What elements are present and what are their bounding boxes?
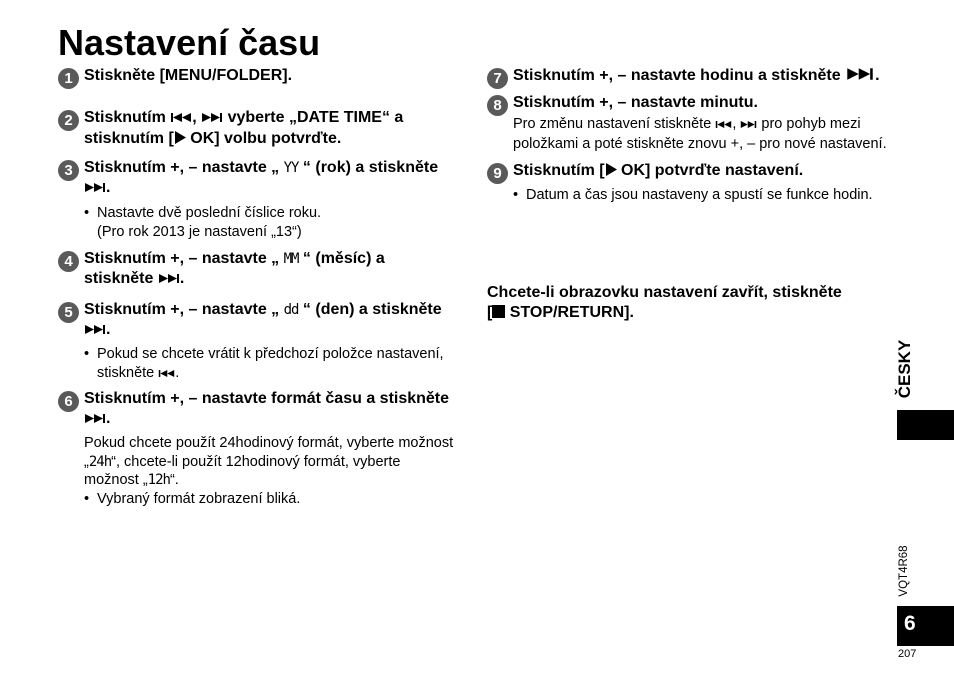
step-note: • Datum a čas jsou nastaveny a spustí se funkce hodin. [513, 186, 887, 205]
step-note: • Nastavte dvě poslední číslice roku. (Pro rok 2013 je nastavení „13“) [84, 204, 458, 241]
skip-forward-icon [84, 410, 106, 430]
skip-forward-icon [158, 270, 180, 290]
step-4 [58, 249, 458, 290]
step-number: 8 [487, 95, 508, 116]
skip-forward-icon [84, 321, 106, 341]
step-number: 7 [487, 68, 508, 89]
step-number: 5 [58, 302, 79, 323]
skip-forward-icon [201, 109, 223, 129]
play-icon [174, 130, 186, 150]
step-heading: Stisknutím +, – nastavte „ dd “ (den) a stiskněte . [84, 300, 458, 341]
step-number: 1 [58, 68, 79, 89]
step-6 [58, 389, 458, 508]
step-heading: Stisknutím +, – nastavte minutu. [513, 94, 758, 111]
skip-forward-icon [84, 179, 106, 199]
language-label: ČESKY [895, 339, 914, 399]
step-heading: Stisknutím +, – nastavte „ MM “ (měsíc) a stiskněte . [84, 249, 458, 290]
step-8 [487, 93, 887, 153]
step-heading: Stisknutím [ OK] potvrďte nastavení. [513, 161, 887, 182]
lcd-12h-glyph: 12h [147, 472, 170, 488]
skip-back-icon [715, 116, 732, 135]
step-number: 2 [58, 110, 79, 131]
step-heading: Stisknutím +, – nastavte „ YY “ (rok) a stiskněte . [84, 158, 458, 199]
step-number: 3 [58, 160, 79, 181]
step-number: 4 [58, 251, 79, 272]
lcd-year-glyph: YY [283, 160, 299, 176]
section-tab-marker [897, 410, 954, 440]
skip-back-icon [170, 109, 192, 129]
lcd-24h-glyph: 24h [88, 453, 112, 470]
lcd-month-glyph: MM [283, 251, 299, 267]
step-5 [58, 300, 458, 383]
step-heading: Stisknutím +, – nastavte formát času a stiskněte . [84, 389, 458, 430]
step-heading: Stiskněte [MENU/FOLDER]. [84, 67, 293, 84]
skip-forward-icon [845, 67, 875, 87]
page-tab: 6 [897, 606, 954, 646]
step-description: Pokud chcete použít 24hodinový formát, vyberte možnost „24h“, chcete-li použít 12hodinový formát, vyberte možnost „12h“. [84, 435, 454, 488]
closing-instruction: Chcete-li obrazovku nastavení zavřít, stiskněte [ STOP/RETURN]. [487, 283, 847, 324]
step-number: 6 [58, 391, 79, 412]
steps-right-column [487, 66, 887, 205]
step-2 [58, 108, 458, 150]
steps-left-column [58, 66, 458, 508]
step-9 [487, 161, 887, 205]
step-note: • Pokud se chcete vrátit k předchozí položce nastavení, stiskněte . [84, 345, 458, 383]
document-code: VQT4R68 [898, 545, 910, 597]
play-icon [605, 162, 617, 182]
step-number: 9 [487, 163, 508, 184]
step-note: • Vybraný formát zobrazení bliká. [84, 490, 458, 509]
step-heading: Stisknutím , vyberte „DATE TIME“ a stisknutím [ OK] volbu potvrďte. [84, 108, 458, 150]
step-1 [58, 66, 458, 86]
page-title: Nastavení času [58, 22, 321, 63]
step-heading: Stisknutím +, – nastavte hodinu a stiskněte . [513, 66, 887, 87]
step-3 [58, 158, 458, 241]
lcd-day-glyph: dd [283, 302, 299, 318]
skip-back-icon [158, 365, 175, 384]
skip-forward-icon [740, 116, 757, 135]
page-number: 207 [898, 648, 917, 660]
step-7 [487, 66, 887, 87]
step-description: Pro změnu nastavení stiskněte , pro pohyb mezi položkami a poté stiskněte znovu +, – pro nové nastavení. [513, 116, 887, 152]
stop-icon [492, 304, 505, 324]
